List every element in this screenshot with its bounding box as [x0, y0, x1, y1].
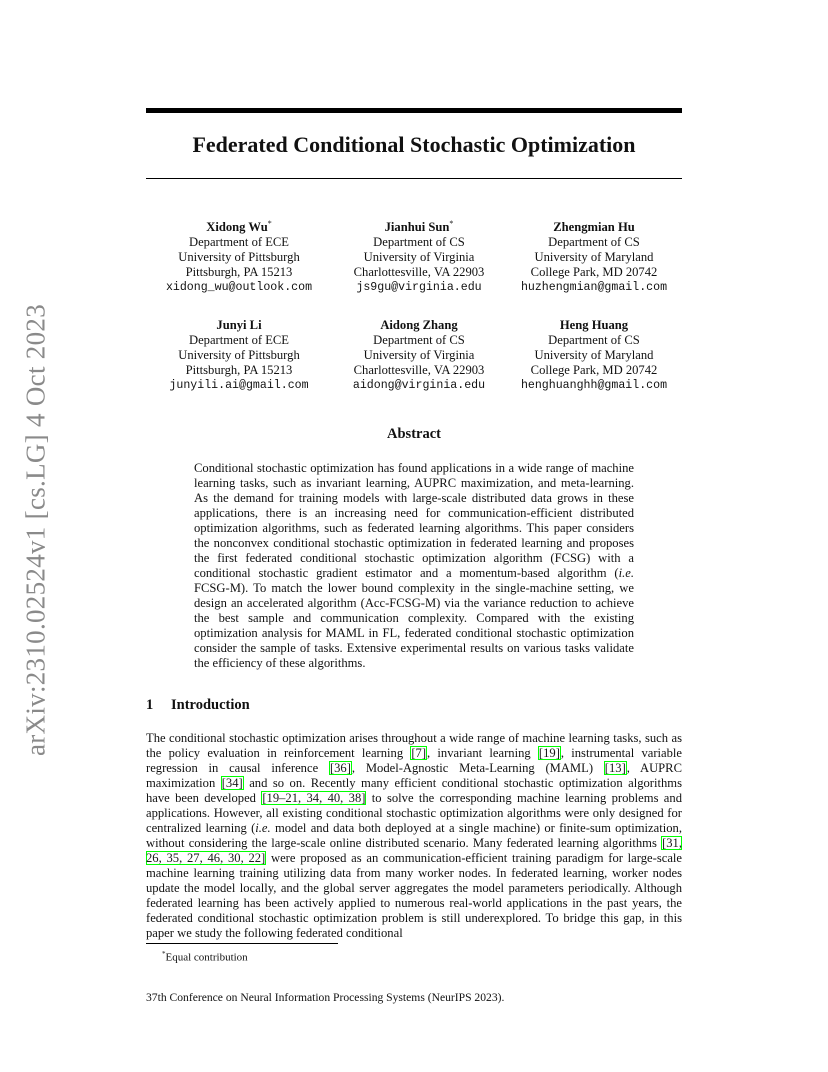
author-name: Xidong Wu*	[206, 219, 272, 235]
author-name: Aidong Zhang	[380, 318, 458, 333]
author-name: Jianhui Sun*	[384, 219, 454, 235]
author-email[interactable]: junyili.ai@gmail.com	[169, 379, 309, 393]
author-block	[332, 216, 506, 295]
title-rule-bottom	[146, 178, 682, 179]
author-name: Zhengmian Hu	[553, 220, 635, 235]
author-email[interactable]: xidong_wu@outlook.com	[165, 281, 313, 295]
conference-footer: 37th Conference on Neural Information Processing Systems (NeurIPS 2023).	[146, 991, 505, 1004]
author-block	[146, 314, 332, 393]
introduction-body: The conditional stochastic optimization arises throughout a wide range of machine learning tasks, such as the policy evaluation in reinforcement learning [7], invariant learning [19], instrumental variable regression in causal inference [36], Model-Agnostic Meta-Learning (MAML) [13], AUPRC maximization [34] and so on. Recently many efficient conditional stochastic optimization algorithms have been developed [19–21, 34, 40, 38] to solve the corresponding machine learning problems and applications. However, all existing conditional stochastic optimization algorithms were only designed for centralized learning (i.e. model and data both deployed at a single machine) or finite-sum optimization, without considering the large-scale online distributed scenario. Many federated learning algorithms [31, 26, 35, 27, 46, 30, 22] were proposed as an communication-efficient training paradigm for large-scale machine learning training utilizing data from many worker nodes. In federated learning, worker nodes update the model locally, and the global server aggregates the model parameters periodically. Although federated learning has been actively applied to numerous real-world applications in the past years, the federated conditional stochastic optimization problem is still underexplored. To bridge this gap, in this paper we study the following federated conditional	[146, 731, 683, 940]
author-email[interactable]: aidong@virginia.edu	[352, 379, 486, 393]
abstract-body: Conditional stochastic optimization has found applications in a wide range of machine learning tasks, such as invariant learning, AUPRC maximization, and meta-learning. As the demand for training models with large-scale distributed data grows in these applications, there is an increasing need for communication-efficient distributed optimization algorithms, such as federated learning algorithms. This paper considers the nonconvex conditional stochastic optimization in federated learning and proposes the first federated conditional stochastic optimization algorithm (FCSG) with a conditional stochastic gradient estimator and a momentum-based algorithm (i.e. FCSG-M). To match the lower bound complexity in the single-machine setting, we design an accelerated algorithm (Acc-FCSG-M) via the variance reduction to achieve the best sample and communication complexity. Compared with the existing optimization analysis for MAML in FL, federated conditional stochastic optimization consider the sample of tasks. Extensive experimental results on various tasks validate the efficiency of these algorithms.	[194, 461, 634, 670]
title-rule-top	[146, 108, 682, 113]
author-university: University of Maryland	[534, 348, 654, 363]
author-block	[332, 314, 506, 393]
author-email[interactable]: js9gu@virginia.edu	[356, 281, 482, 295]
author-email[interactable]: huzhengmian@gmail.com	[520, 281, 668, 295]
author-block	[506, 216, 682, 295]
section-heading-introduction: 1 Introduction	[146, 697, 250, 713]
author-department: Department of ECE	[188, 333, 290, 348]
footnote: *Equal contribution	[162, 950, 248, 964]
author-row-1	[146, 216, 682, 295]
author-location: College Park, MD 20742	[530, 363, 658, 378]
author-department: Department of CS	[373, 235, 465, 250]
arxiv-identifier: arXiv:2310.02524v1 [cs.LG] 4 Oct 2023	[20, 303, 51, 757]
citation-link[interactable]: [19]	[538, 746, 560, 760]
paper-title: Federated Conditional Stochastic Optimization	[192, 132, 636, 157]
author-department: Department of CS	[373, 333, 465, 348]
author-location: Pittsburgh, PA 15213	[185, 265, 293, 280]
author-location: College Park, MD 20742	[530, 265, 658, 280]
author-department: Department of ECE	[188, 235, 290, 250]
author-university: University of Virginia	[363, 348, 475, 363]
abstract-heading: Abstract	[387, 426, 441, 442]
author-name: Junyi Li	[216, 318, 262, 333]
author-location: Charlottesville, VA 22903	[353, 265, 485, 280]
author-department: Department of CS	[548, 333, 640, 348]
author-university: University of Pittsburgh	[178, 348, 300, 363]
author-block	[146, 216, 332, 295]
citation-link[interactable]: [13]	[604, 761, 626, 775]
author-university: University of Maryland	[534, 250, 654, 265]
author-location: Charlottesville, VA 22903	[353, 363, 485, 378]
citation-link[interactable]: [7]	[411, 746, 427, 760]
author-row-2	[146, 314, 682, 393]
author-university: University of Virginia	[363, 250, 475, 265]
author-department: Department of CS	[548, 235, 640, 250]
author-university: University of Pittsburgh	[178, 250, 300, 265]
author-block	[506, 314, 682, 393]
author-name: Heng Huang	[559, 318, 629, 333]
citation-link[interactable]: [19–21, 34, 40, 38]	[262, 791, 366, 805]
footnote-rule	[146, 943, 338, 944]
citation-link[interactable]: [34]	[221, 776, 243, 790]
author-location: Pittsburgh, PA 15213	[185, 363, 293, 378]
author-email[interactable]: henghuanghh@gmail.com	[520, 379, 668, 393]
citation-link[interactable]: [36]	[329, 761, 351, 775]
citation-link[interactable]: [31, 26, 35, 27, 46, 30, 22]	[146, 836, 682, 865]
